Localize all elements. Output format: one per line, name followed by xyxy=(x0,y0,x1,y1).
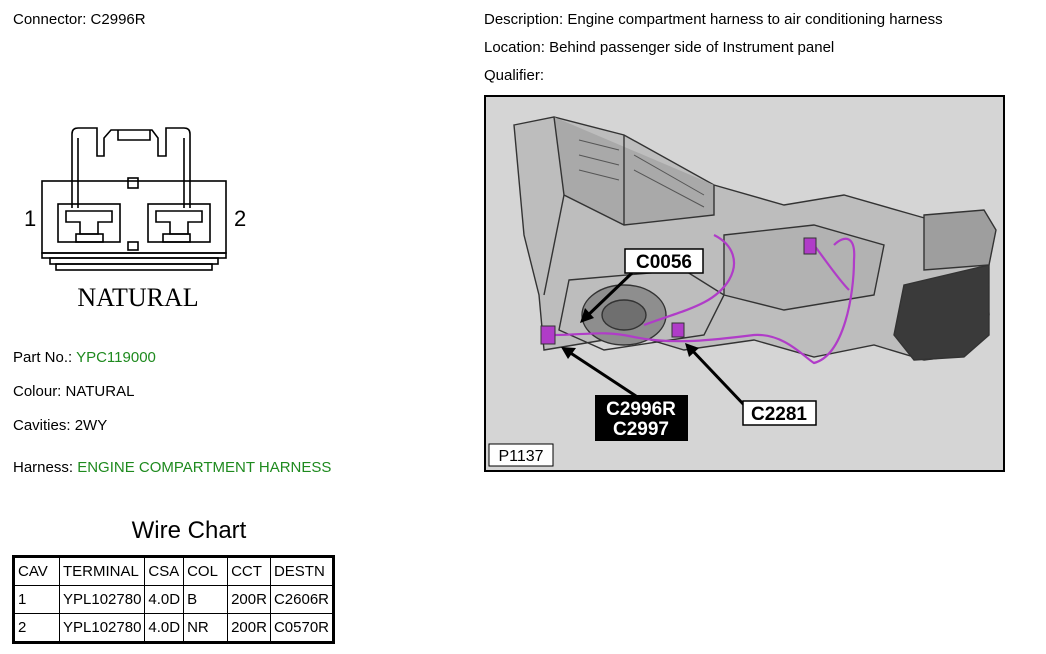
connector-face-diagram xyxy=(18,118,258,318)
cavities-value: 2WY xyxy=(74,417,108,434)
colour-value: NATURAL xyxy=(65,383,135,400)
pin-1-label: 1 xyxy=(24,206,37,231)
cell-cav: 2 xyxy=(15,614,60,642)
header-cct: CCT xyxy=(228,558,271,586)
harness-row xyxy=(13,459,331,477)
connector-label: Connector: xyxy=(13,11,87,28)
wire-chart-header-row xyxy=(15,558,333,586)
cell-cct: 200R xyxy=(228,586,271,614)
part-no-row xyxy=(13,349,156,367)
location-value: Behind passenger side of Instrument panel xyxy=(549,39,835,56)
part-no-label: Part No.: xyxy=(13,349,73,366)
wire-chart-table xyxy=(14,557,333,642)
header-csa: CSA xyxy=(145,558,184,586)
wire-chart xyxy=(12,555,335,644)
cell-csa: 4.0D xyxy=(145,614,184,642)
cell-cav: 1 xyxy=(15,586,60,614)
header-terminal: TERMINAL xyxy=(60,558,145,586)
cavities-label: Cavities: xyxy=(13,417,71,434)
colour-row xyxy=(13,383,134,401)
part-no-value: YPC119000 xyxy=(76,349,156,366)
cavities-row xyxy=(13,417,107,435)
description-value: Engine compartment harness to air conditioning harness xyxy=(567,11,943,28)
header-destn: DESTN xyxy=(270,558,332,586)
harness-label: Harness: xyxy=(13,459,74,476)
callout-c0056: C0056 xyxy=(636,252,692,273)
cell-cct: 200R xyxy=(228,614,271,642)
location-row xyxy=(484,39,834,57)
header-cav: CAV xyxy=(15,558,60,586)
location-label: Location: xyxy=(484,39,545,56)
callout-c2996r: C2996R xyxy=(606,399,676,420)
pin-2-label: 2 xyxy=(234,206,247,231)
table-row xyxy=(15,614,333,642)
wire-chart-title: Wire Chart xyxy=(131,517,247,544)
qualifier-label: Qualifier: xyxy=(484,67,545,84)
harness-value: ENGINE COMPARTMENT HARNESS xyxy=(77,459,332,476)
table-row xyxy=(15,586,333,614)
connector-heading xyxy=(13,11,146,29)
cell-terminal: YPL102780 xyxy=(60,614,145,642)
qualifier-row xyxy=(484,67,544,85)
connector-value: C2996R xyxy=(90,11,146,28)
header-col: COL xyxy=(184,558,228,586)
cell-csa: 4.0D xyxy=(145,586,184,614)
colour-label: Colour: xyxy=(13,383,62,400)
location-illustration xyxy=(484,95,1005,472)
callout-c2997: C2997 xyxy=(613,419,669,440)
description-label: Description: xyxy=(484,11,564,28)
callout-c2281: C2281 xyxy=(751,404,807,425)
cell-destn: C2606R xyxy=(270,586,332,614)
cell-destn: C0570R xyxy=(270,614,332,642)
cell-terminal: YPL102780 xyxy=(60,586,145,614)
photo-reference: P1137 xyxy=(498,448,544,465)
connector-colour-text: NATURAL xyxy=(77,283,199,312)
description-row xyxy=(484,11,943,29)
cell-col: NR xyxy=(184,614,228,642)
cell-col: B xyxy=(184,586,228,614)
